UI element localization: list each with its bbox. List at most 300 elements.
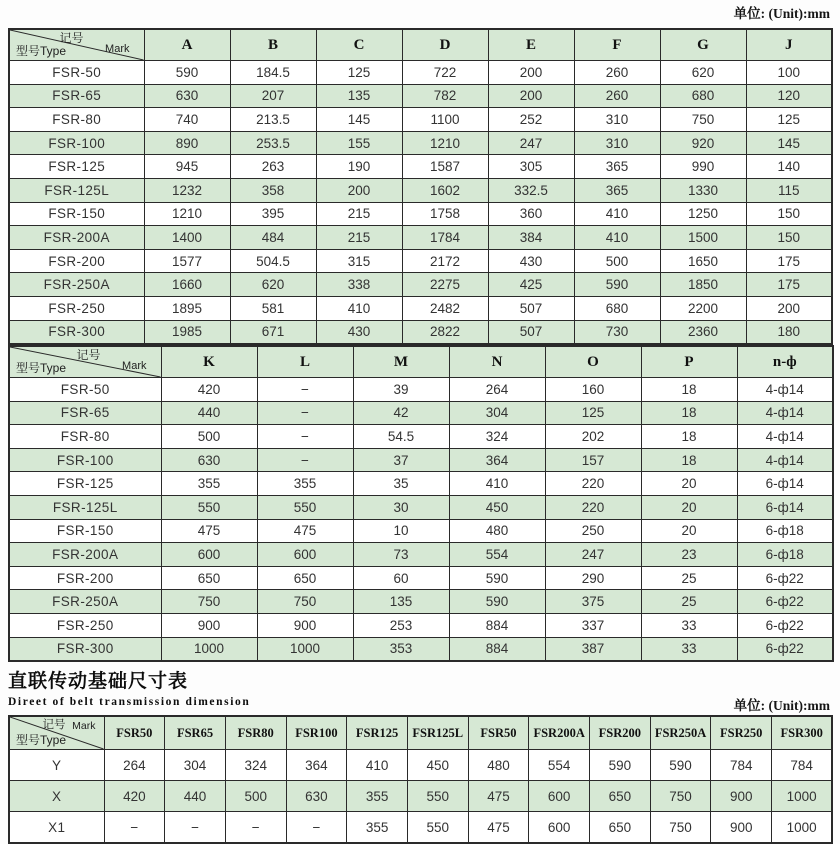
table-cell: 590 xyxy=(650,750,711,781)
table-cell: 410 xyxy=(574,226,660,250)
row-label: Y xyxy=(9,750,104,781)
table-cell: 355 xyxy=(347,781,408,812)
row-label: FSR-80 xyxy=(9,425,161,449)
table-cell: 150 xyxy=(746,202,832,226)
table-cell: 900 xyxy=(711,781,772,812)
table-cell: 1100 xyxy=(402,108,488,132)
table-cell: 4-ф14 xyxy=(737,378,833,402)
table-cell: 550 xyxy=(257,495,353,519)
table-cell: 247 xyxy=(545,543,641,567)
table-row xyxy=(9,519,833,543)
table-cell: 730 xyxy=(574,320,660,344)
table-cell: 20 xyxy=(641,495,737,519)
table-cell: 900 xyxy=(161,613,257,637)
table-cell: 450 xyxy=(407,750,468,781)
table-cell: 1985 xyxy=(144,320,230,344)
table-cell: 25 xyxy=(641,590,737,614)
table-cell: 135 xyxy=(316,84,402,108)
table-row xyxy=(9,320,832,344)
column-header: J xyxy=(746,29,832,61)
column-header: n-ф xyxy=(737,346,833,378)
table-cell: 1330 xyxy=(660,178,746,202)
table-cell: 440 xyxy=(165,781,226,812)
table-cell: 145 xyxy=(746,131,832,155)
table-cell: 410 xyxy=(449,472,545,496)
table-cell: 30 xyxy=(353,495,449,519)
column-header: G xyxy=(660,29,746,61)
table-row xyxy=(9,590,833,614)
table-cell: 150 xyxy=(746,226,832,250)
table-cell: 1000 xyxy=(772,781,833,812)
table-row xyxy=(9,84,832,108)
table-cell: 475 xyxy=(468,812,529,844)
table-cell: 620 xyxy=(660,61,746,85)
table-row xyxy=(9,108,832,132)
table-cell: 125 xyxy=(316,61,402,85)
table-cell: 590 xyxy=(144,61,230,85)
table-cell: 410 xyxy=(316,296,402,320)
table-cell: 33 xyxy=(641,613,737,637)
table-cell: 784 xyxy=(711,750,772,781)
table-cell: 430 xyxy=(316,320,402,344)
table-cell: 2360 xyxy=(660,320,746,344)
table-cell: 25 xyxy=(641,566,737,590)
table-cell: 630 xyxy=(161,448,257,472)
table-cell: 260 xyxy=(574,84,660,108)
belt-transmission-table xyxy=(8,715,833,844)
table-cell: 304 xyxy=(449,401,545,425)
table-cell: 18 xyxy=(641,401,737,425)
corner-mark-en-label: Mark xyxy=(122,360,147,372)
table-cell: 1587 xyxy=(402,155,488,179)
table-cell: 213.5 xyxy=(230,108,316,132)
row-label: FSR-100 xyxy=(9,131,144,155)
corner-type-label: 型号Type xyxy=(16,44,67,58)
table-cell: 475 xyxy=(257,519,353,543)
row-label: FSR-250A xyxy=(9,273,144,297)
table-row xyxy=(9,566,833,590)
column-header: P xyxy=(641,346,737,378)
column-header: B xyxy=(230,29,316,61)
table-cell: 1850 xyxy=(660,273,746,297)
row-label: FSR-125 xyxy=(9,155,144,179)
table-cell: 18 xyxy=(641,378,737,402)
table-cell: 2200 xyxy=(660,296,746,320)
table-cell: 550 xyxy=(407,812,468,844)
table-cell: 1400 xyxy=(144,226,230,250)
table-cell: − xyxy=(286,812,347,844)
table-cell: 680 xyxy=(660,84,746,108)
table-cell: 202 xyxy=(545,425,641,449)
row-label: FSR-50 xyxy=(9,378,161,402)
table-cell: 884 xyxy=(449,613,545,637)
column-header: FSR250A xyxy=(650,716,711,750)
table-cell: 247 xyxy=(488,131,574,155)
column-header: FSR50 xyxy=(468,716,529,750)
table-cell: 100 xyxy=(746,61,832,85)
table-cell: 500 xyxy=(574,249,660,273)
table-cell: 23 xyxy=(641,543,737,567)
table-cell: 600 xyxy=(529,812,590,844)
table-cell: 200 xyxy=(488,84,574,108)
table-cell: 554 xyxy=(529,750,590,781)
table-row xyxy=(9,812,832,844)
corner-mark-zh-label: 记号 xyxy=(42,719,66,731)
table-cell: 6-ф18 xyxy=(737,519,833,543)
corner-mark-zh-label: 记号 xyxy=(76,348,101,362)
table-cell: 1577 xyxy=(144,249,230,273)
table-cell: 475 xyxy=(468,781,529,812)
table-cell: 207 xyxy=(230,84,316,108)
table-cell: 120 xyxy=(746,84,832,108)
table-cell: 18 xyxy=(641,448,737,472)
table-cell: 4-ф14 xyxy=(737,448,833,472)
table-cell: 33 xyxy=(641,637,737,661)
table-cell: 1784 xyxy=(402,226,488,250)
table-cell: 620 xyxy=(230,273,316,297)
table-cell: 250 xyxy=(545,519,641,543)
table-row xyxy=(9,296,832,320)
table-cell: 2275 xyxy=(402,273,488,297)
column-header: C xyxy=(316,29,402,61)
table-row xyxy=(9,61,832,85)
row-label: FSR-125L xyxy=(9,495,161,519)
table-cell: 180 xyxy=(746,320,832,344)
table-cell: 6-ф14 xyxy=(737,495,833,519)
table-cell: 18 xyxy=(641,425,737,449)
column-header: F xyxy=(574,29,660,61)
table-cell: 220 xyxy=(545,472,641,496)
table-cell: 884 xyxy=(449,637,545,661)
row-label: FSR-250A xyxy=(9,590,161,614)
table-cell: 155 xyxy=(316,131,402,155)
table-cell: 6-ф18 xyxy=(737,543,833,567)
table-cell: 6-ф22 xyxy=(737,590,833,614)
table-cell: 10 xyxy=(353,519,449,543)
table-cell: 480 xyxy=(468,750,529,781)
table-cell: 39 xyxy=(353,378,449,402)
table-cell: 184.5 xyxy=(230,61,316,85)
table-cell: 315 xyxy=(316,249,402,273)
table-row xyxy=(9,131,832,155)
table-cell: 750 xyxy=(257,590,353,614)
table-cell: 145 xyxy=(316,108,402,132)
column-header: FSR100 xyxy=(286,716,347,750)
table-row xyxy=(9,273,832,297)
row-label: FSR-125 xyxy=(9,472,161,496)
table-cell: 1250 xyxy=(660,202,746,226)
table-cell: 264 xyxy=(104,750,165,781)
table-cell: 6-ф22 xyxy=(737,566,833,590)
table-cell: 20 xyxy=(641,519,737,543)
table-cell: − xyxy=(225,812,286,844)
table-row xyxy=(9,249,832,273)
table-cell: 125 xyxy=(545,401,641,425)
table-cell: 260 xyxy=(574,61,660,85)
table-cell: 750 xyxy=(660,108,746,132)
row-label: FSR-200A xyxy=(9,543,161,567)
table-cell: 365 xyxy=(574,155,660,179)
column-header: FSR200 xyxy=(590,716,651,750)
corner-header xyxy=(9,29,144,61)
unit-label-top: 单位: (Unit):mm xyxy=(733,6,830,21)
row-label: FSR-300 xyxy=(9,637,161,661)
table-cell: 1895 xyxy=(144,296,230,320)
table-row xyxy=(9,202,832,226)
table-cell: 782 xyxy=(402,84,488,108)
table-cell: 630 xyxy=(286,781,347,812)
table-cell: 37 xyxy=(353,448,449,472)
table-cell: 722 xyxy=(402,61,488,85)
table-cell: 264 xyxy=(449,378,545,402)
corner-header xyxy=(9,716,104,750)
table-cell: 20 xyxy=(641,472,737,496)
column-header: FSR125 xyxy=(347,716,408,750)
table-cell: 355 xyxy=(347,812,408,844)
table-cell: 554 xyxy=(449,543,545,567)
table-cell: 6-ф14 xyxy=(737,472,833,496)
table-cell: 200 xyxy=(316,178,402,202)
table-cell: 2822 xyxy=(402,320,488,344)
table-cell: 355 xyxy=(161,472,257,496)
table-cell: 1000 xyxy=(161,637,257,661)
table-row xyxy=(9,155,832,179)
row-label: FSR-65 xyxy=(9,84,144,108)
column-header: D xyxy=(402,29,488,61)
table-cell: 650 xyxy=(590,812,651,844)
table-cell: 1000 xyxy=(772,812,833,844)
table-cell: 338 xyxy=(316,273,402,297)
table-cell: 900 xyxy=(711,812,772,844)
column-header: FSR300 xyxy=(772,716,833,750)
row-label: FSR-100 xyxy=(9,448,161,472)
table-cell: 1660 xyxy=(144,273,230,297)
table-cell: 650 xyxy=(161,566,257,590)
table-cell: 650 xyxy=(590,781,651,812)
table-cell: 671 xyxy=(230,320,316,344)
table-cell: 304 xyxy=(165,750,226,781)
table-row xyxy=(9,425,833,449)
corner-mark-zh-label: 记号 xyxy=(59,31,84,45)
table-row xyxy=(9,637,833,661)
table-cell: 360 xyxy=(488,202,574,226)
table-cell: 750 xyxy=(650,781,711,812)
table-cell: 920 xyxy=(660,131,746,155)
table-cell: 784 xyxy=(772,750,833,781)
table-cell: 750 xyxy=(161,590,257,614)
table-cell: 310 xyxy=(574,131,660,155)
table-row xyxy=(9,178,832,202)
row-label: FSR-200 xyxy=(9,566,161,590)
table-cell: 190 xyxy=(316,155,402,179)
table-cell: 263 xyxy=(230,155,316,179)
table-cell: 73 xyxy=(353,543,449,567)
table-cell: 115 xyxy=(746,178,832,202)
table-cell: 252 xyxy=(488,108,574,132)
table-cell: 600 xyxy=(161,543,257,567)
row-label: FSR-250 xyxy=(9,296,144,320)
table-cell: 1232 xyxy=(144,178,230,202)
table-cell: 364 xyxy=(449,448,545,472)
table-cell: 420 xyxy=(161,378,257,402)
table-cell: 900 xyxy=(257,613,353,637)
table-row xyxy=(9,226,832,250)
table-cell: 1758 xyxy=(402,202,488,226)
table-cell: 1650 xyxy=(660,249,746,273)
table-cell: 332.5 xyxy=(488,178,574,202)
table-cell: 500 xyxy=(161,425,257,449)
row-label: FSR-200A xyxy=(9,226,144,250)
table-cell: 420 xyxy=(104,781,165,812)
column-header: E xyxy=(488,29,574,61)
table-cell: 42 xyxy=(353,401,449,425)
column-header: M xyxy=(353,346,449,378)
corner-type-label: 型号Type xyxy=(16,733,67,747)
column-header: N xyxy=(449,346,545,378)
table-cell: 990 xyxy=(660,155,746,179)
table-cell: 364 xyxy=(286,750,347,781)
column-header: K xyxy=(161,346,257,378)
unit-label-bottom: 单位: (Unit):mm xyxy=(733,698,830,713)
row-label: FSR-200 xyxy=(9,249,144,273)
table-cell: 1602 xyxy=(402,178,488,202)
table-cell: 440 xyxy=(161,401,257,425)
table-row xyxy=(9,472,833,496)
table-cell: 175 xyxy=(746,249,832,273)
table-cell: 384 xyxy=(488,226,574,250)
table-cell: − xyxy=(104,812,165,844)
table-cell: 337 xyxy=(545,613,641,637)
table-cell: 365 xyxy=(574,178,660,202)
table-cell: 1500 xyxy=(660,226,746,250)
corner-mark-en-label: Mark xyxy=(72,720,96,732)
table-cell: 4-ф14 xyxy=(737,425,833,449)
table-cell: 175 xyxy=(746,273,832,297)
corner-header xyxy=(9,346,161,378)
table-cell: 358 xyxy=(230,178,316,202)
table-cell: 200 xyxy=(746,296,832,320)
table-cell: 590 xyxy=(590,750,651,781)
corner-mark-en-label: Mark xyxy=(105,43,130,55)
column-header: FSR65 xyxy=(165,716,226,750)
table-cell: 410 xyxy=(347,750,408,781)
table-cell: 550 xyxy=(161,495,257,519)
table-cell: 650 xyxy=(257,566,353,590)
table-cell: 2482 xyxy=(402,296,488,320)
corner-type-label: 型号Type xyxy=(16,361,67,375)
table-cell: 305 xyxy=(488,155,574,179)
table-cell: − xyxy=(257,401,353,425)
table-cell: 4-ф14 xyxy=(737,401,833,425)
table-cell: 140 xyxy=(746,155,832,179)
row-label: FSR-300 xyxy=(9,320,144,344)
table-row xyxy=(9,495,833,519)
row-label: FSR-65 xyxy=(9,401,161,425)
table-cell: 581 xyxy=(230,296,316,320)
table-cell: 550 xyxy=(407,781,468,812)
table-cell: 945 xyxy=(144,155,230,179)
row-label: X xyxy=(9,781,104,812)
section-title-zh: 直联传动基础尺寸表 xyxy=(8,671,189,692)
table-cell: 35 xyxy=(353,472,449,496)
table-cell: 253.5 xyxy=(230,131,316,155)
table-cell: 200 xyxy=(488,61,574,85)
dimension-table-secondary xyxy=(8,345,834,662)
dimension-table-main xyxy=(8,28,833,345)
table-cell: 600 xyxy=(257,543,353,567)
table-cell: 324 xyxy=(449,425,545,449)
table-cell: 430 xyxy=(488,249,574,273)
table-cell: − xyxy=(257,448,353,472)
column-header: A xyxy=(144,29,230,61)
column-header: O xyxy=(545,346,641,378)
table-row xyxy=(9,401,833,425)
table-row xyxy=(9,781,832,812)
table-row xyxy=(9,750,832,781)
column-header: FSR200A xyxy=(529,716,590,750)
table-cell: 890 xyxy=(144,131,230,155)
table-cell: 253 xyxy=(353,613,449,637)
table-cell: 157 xyxy=(545,448,641,472)
column-header: FSR125L xyxy=(407,716,468,750)
table-cell: 220 xyxy=(545,495,641,519)
table-cell: 600 xyxy=(529,781,590,812)
table-cell: 507 xyxy=(488,296,574,320)
table-cell: 507 xyxy=(488,320,574,344)
table-row xyxy=(9,378,833,402)
table-cell: 590 xyxy=(574,273,660,297)
table-row xyxy=(9,613,833,637)
table-cell: 475 xyxy=(161,519,257,543)
column-header: FSR250 xyxy=(711,716,772,750)
table-cell: 630 xyxy=(144,84,230,108)
table-cell: 1210 xyxy=(144,202,230,226)
row-label: FSR-250 xyxy=(9,613,161,637)
table-cell: − xyxy=(165,812,226,844)
table-cell: 375 xyxy=(545,590,641,614)
table-cell: 480 xyxy=(449,519,545,543)
table-cell: 1000 xyxy=(257,637,353,661)
table-cell: 395 xyxy=(230,202,316,226)
table-cell: 310 xyxy=(574,108,660,132)
table-cell: 160 xyxy=(545,378,641,402)
table-row xyxy=(9,448,833,472)
column-header: L xyxy=(257,346,353,378)
table-cell: 500 xyxy=(225,781,286,812)
table-cell: 2172 xyxy=(402,249,488,273)
table-cell: − xyxy=(257,425,353,449)
table-cell: 590 xyxy=(449,566,545,590)
table-row xyxy=(9,543,833,567)
table-cell: 750 xyxy=(650,812,711,844)
table-cell: 135 xyxy=(353,590,449,614)
row-label: FSR-50 xyxy=(9,61,144,85)
table-cell: 215 xyxy=(316,226,402,250)
column-header: FSR80 xyxy=(225,716,286,750)
table-cell: 425 xyxy=(488,273,574,297)
table-cell: 410 xyxy=(574,202,660,226)
table-cell: 215 xyxy=(316,202,402,226)
section-title-en: Direet of belt transmission dimension xyxy=(8,696,251,708)
table-cell: 60 xyxy=(353,566,449,590)
table-cell: − xyxy=(257,378,353,402)
table-cell: 324 xyxy=(225,750,286,781)
table-cell: 1210 xyxy=(402,131,488,155)
row-label: FSR-150 xyxy=(9,202,144,226)
table-cell: 740 xyxy=(144,108,230,132)
table-cell: 450 xyxy=(449,495,545,519)
table-cell: 387 xyxy=(545,637,641,661)
